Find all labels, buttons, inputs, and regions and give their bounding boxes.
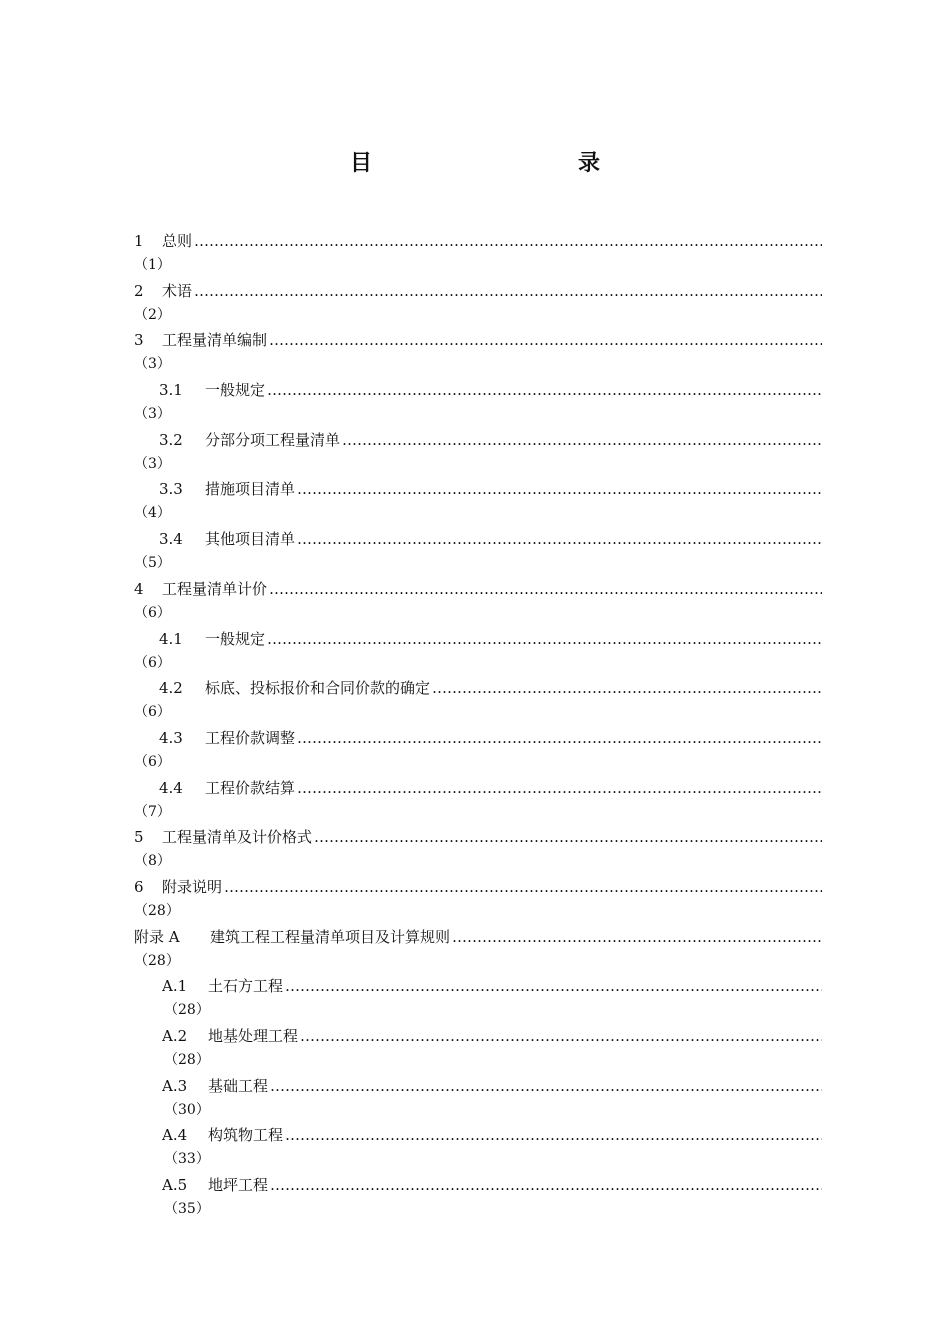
toc-entry-page: （7） [134,803,171,820]
toc-entry-label: 工程价款调整 [205,728,296,747]
toc-leader-dots [224,875,822,899]
toc-entry-label: 工程量清单计价 [162,579,268,598]
toc-entry[interactable] [134,577,822,627]
toc-entry-number: A.3 [162,1076,188,1095]
toc-entry-label: 措施项目清单 [205,480,296,499]
toc-entry-page: （8） [134,853,171,870]
toc-entry-label: 分部分项工程量清单 [205,430,341,449]
toc-entry-page: （30） [164,1101,210,1118]
toc-leader-dots [270,1074,822,1098]
toc-entry-label: 建筑工程工程量清单项目及计算规则 [210,927,451,946]
toc-entry-number: 6 [134,877,144,896]
toc-entry-number: 3 [134,331,144,350]
toc-leader-dots [269,577,822,601]
toc-entry[interactable] [134,627,822,677]
toc-leader-dots [314,825,822,849]
toc-entry-page: （6） [134,753,171,770]
toc-entry[interactable] [134,1173,822,1223]
toc-leader-dots [432,676,822,700]
toc-entry[interactable] [134,279,822,329]
toc-entry[interactable] [134,925,822,975]
toc-entry[interactable] [134,477,822,527]
toc-entry-page: （6） [134,704,171,721]
toc-entry-number: 4.1 [159,629,183,648]
toc-entry-page: （28） [134,902,180,919]
toc-leader-dots [300,1024,822,1048]
toc-entry[interactable] [134,726,822,776]
toc-leader-dots [285,1123,822,1147]
toc-leader-dots [194,229,822,253]
toc-leader-dots [267,627,822,651]
toc-entry-page: （3） [134,455,171,472]
toc-entry[interactable] [134,428,822,478]
toc-entry-number: 5 [134,828,144,847]
toc-leader-dots [285,974,822,998]
table-of-contents [134,229,822,1223]
toc-title: 目 录 [349,150,654,176]
toc-leader-dots [270,1173,822,1197]
toc-leader-dots [194,279,822,303]
toc-entry-label: 工程量清单及计价格式 [162,828,313,847]
toc-entry-label: 地基处理工程 [208,1027,299,1045]
toc-entry-label: 术语 [162,281,193,300]
toc-leader-dots [297,776,822,800]
toc-leader-dots [342,428,822,452]
toc-entry-label: 工程量清单编制 [162,331,268,350]
toc-leader-dots [297,527,822,551]
toc-entry[interactable] [134,676,822,726]
toc-entry-page: （28） [164,1052,210,1068]
toc-entry-label: 工程价款结算 [205,778,296,797]
toc-entry-label: 构筑物工程 [208,1126,284,1145]
toc-entry[interactable] [134,1074,822,1124]
toc-entry[interactable] [134,229,822,279]
toc-entry-label: 附录说明 [162,877,223,896]
toc-entry-page: （28） [134,952,180,969]
toc-entry[interactable] [134,875,822,925]
toc-entry-number: 3.4 [159,530,183,549]
toc-entry-number: 附录 A [134,927,180,946]
toc-entry-label: 一般规定 [205,381,266,400]
toc-entry-number: 3.1 [159,381,183,400]
toc-entry-page: （2） [134,306,171,323]
toc-entry[interactable] [134,378,822,428]
toc-leader-dots [297,477,822,501]
toc-entry-number: 3.2 [159,430,183,449]
toc-entry-page: （35） [164,1201,210,1218]
toc-entry-label: 地坪工程 [208,1176,269,1195]
toc-entry-number: 2 [134,281,144,300]
toc-entry-page: （4） [134,505,171,522]
toc-entry-number: 4 [134,579,144,598]
toc-entry-label: 其他项目清单 [205,530,296,549]
toc-entry-label: 土石方工程 [208,977,284,996]
toc-entry-number: 4.4 [159,778,183,797]
toc-entry-label: 总则 [162,232,193,250]
toc-entry-number: A.1 [162,977,188,996]
toc-leader-dots [452,925,822,949]
toc-entry-number: A.4 [162,1126,188,1145]
toc-entry[interactable] [134,1024,822,1074]
toc-entry-page: （6） [134,604,171,621]
toc-entry-page: （28） [164,1002,210,1019]
toc-entry[interactable] [134,527,822,577]
toc-leader-dots [297,726,822,750]
toc-entry-number: A.5 [162,1176,188,1195]
toc-entry-page: （5） [134,555,171,572]
toc-entry[interactable] [134,776,822,826]
toc-entry-page: （6） [134,654,171,671]
toc-leader-dots [267,378,822,402]
toc-entry-number: 4.2 [159,679,183,698]
toc-entry-label: 一般规定 [205,629,266,648]
toc-entry-number: 3.3 [159,480,183,499]
toc-leader-dots [269,328,822,352]
toc-entry-page: （3） [134,406,171,423]
toc-entry-page: （3） [134,356,171,373]
toc-entry[interactable] [134,328,822,378]
toc-entry-number: A.2 [162,1027,188,1045]
toc-entry-number: 4.3 [159,728,183,747]
toc-entry-label: 标底、投标报价和合同价款的确定 [205,679,431,698]
toc-entry-page: （33） [164,1151,210,1168]
toc-entry[interactable] [134,1123,822,1173]
toc-entry-number: 1 [134,232,144,250]
toc-entry-label: 基础工程 [208,1076,269,1095]
toc-entry[interactable] [134,974,822,1024]
toc-entry-page: （1） [134,257,171,273]
toc-entry[interactable] [134,825,822,875]
